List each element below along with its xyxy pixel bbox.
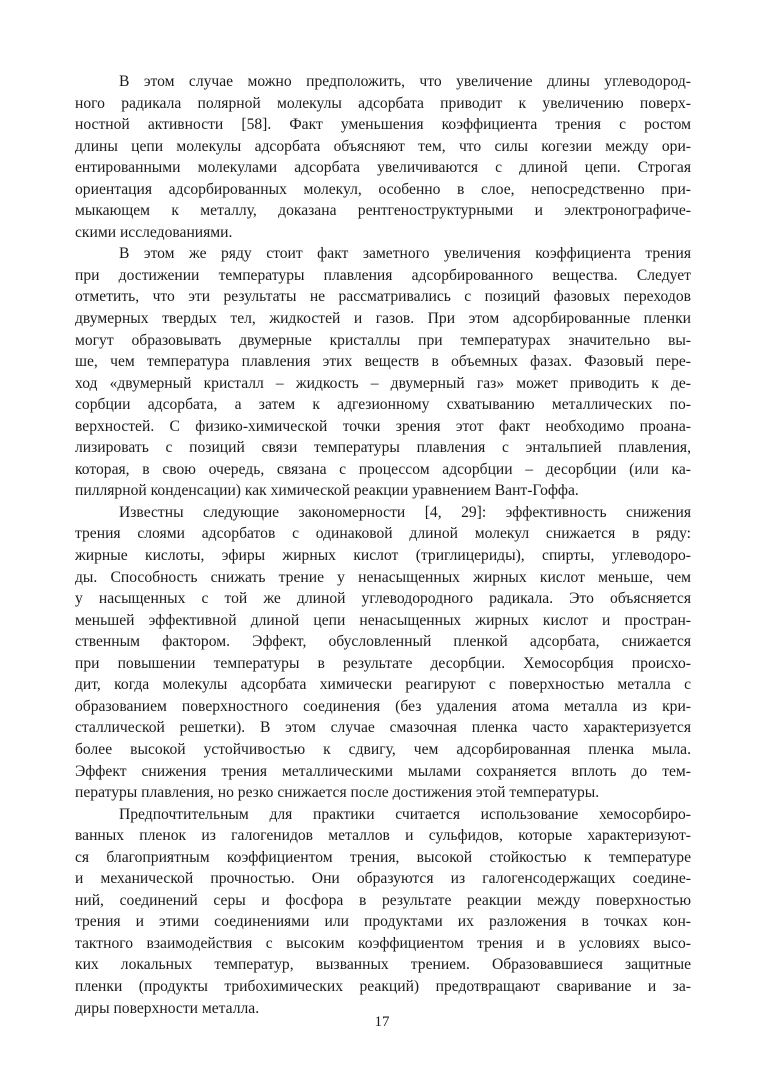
paragraph-2 <box>75 243 691 502</box>
text-line: Эффект снижения трения металлическими мылами сохраняется вплоть до тем- <box>75 762 691 780</box>
page-number: 17 <box>374 1014 390 1030</box>
text-line: пиллярной конденсации) как химической реакции уравнением Вант-Гоффа. <box>75 482 579 500</box>
text-line: ственным фактором. Эффект, обусловленный пленкой адсорбата, снижается <box>75 633 691 651</box>
text-line: отметить, что эти результаты не рассматривались с позиций фазовых переходов <box>75 288 691 306</box>
text-line: диры поверхности металла. <box>75 999 260 1017</box>
text-line: и механической прочностью. Они образуются из галогенсодержащих соедине- <box>75 870 691 888</box>
text-line: В этом случае можно предположить, что увеличение длины углеводород- <box>119 73 691 90</box>
text-line: верхностей. С физико-химической точки зрения этот факт необходимо проана- <box>75 417 691 435</box>
text-line: ностной активности [58]. Факт уменьшения коэффициента трения с ростом <box>75 116 691 134</box>
text-line: сталлической решетки). В этом случае смазочная пленка часто характеризуется <box>75 719 691 737</box>
text-line: трения слоями адсорбатов с одинаковой длиной молекул снижается в ряду: <box>75 525 691 543</box>
paragraph-4 <box>75 804 691 1019</box>
text-line: ний, соединений серы и фосфора в результате реакции между поверхностью <box>75 891 691 909</box>
text-line: скими исследованиями. <box>75 223 233 241</box>
text-line: более высокой устойчивостью к сдвигу, чем адсорбированная пленка мыла. <box>75 740 691 758</box>
text-line: ше, чем температура плавления этих веществ в объемных фазах. Фазовый пере- <box>75 353 691 371</box>
text-line: ентированными молекулами адсорбата увеличиваются с длиной цепи. Строгая <box>75 159 691 177</box>
paragraph-3 <box>75 502 691 804</box>
text-line: которая, в свою очередь, связана с процессом адсорбции – десорбции (или ка- <box>75 460 691 478</box>
text-line: ды. Способность снижать трение у ненасыщенных жирных кислот меньше, чем <box>75 568 691 586</box>
text-line: длины цепи молекулы адсорбата объясняют тем, что силы когезии между ори- <box>75 137 691 155</box>
text-line: ход «двумерный кристалл – жидкость – двумерный газ» может приводить к де- <box>75 374 691 392</box>
text-body <box>75 71 691 1019</box>
text-line: пленки (продукты трибохимических реакций) предотвращают сваривание и за- <box>75 977 691 995</box>
text-line: Известны следующие закономерности [4, 29]: эффективность снижения <box>119 503 691 521</box>
text-line: при повышении температуры в результате десорбции. Хемосорбция происхо- <box>75 654 691 672</box>
text-line: мыкающем к металлу, доказана рентгеноструктурными и электронографиче- <box>75 202 691 220</box>
text-line: ся благоприятным коэффициентом трения, высокой стойкостью к температуре <box>75 848 691 866</box>
text-line: двумерных твердых тел, жидкостей и газов. При этом адсорбированные пленки <box>75 310 691 328</box>
text-line: могут образовывать двумерные кристаллы при температурах значительно вы- <box>75 331 691 349</box>
text-line: дит, когда молекулы адсорбата химически реагируют с поверхностью металла с <box>75 676 691 694</box>
text-line: жирные кислоты, эфиры жирных кислот (триглицериды), спирты, углеводоро- <box>75 547 691 565</box>
text-line: В этом же ряду стоит факт заметного увеличения коэффициента трения <box>119 245 691 263</box>
text-line: сорбции адсорбата, а затем к адгезионному схватыванию металлических по- <box>75 396 691 414</box>
text-line: меньшей эффективной длиной цепи ненасыщенных жирных кислот и простран- <box>75 611 691 629</box>
text-line: ких локальных температур, вызванных трением. Образовавшиеся защитные <box>75 956 691 974</box>
text-line: ориентация адсорбированных молекул, особенно в слое, непосредственно при- <box>75 180 691 198</box>
text-line: при достижении температуры плавления адсорбированного вещества. Следует <box>75 266 691 284</box>
paragraph-1 <box>75 71 691 243</box>
text-line: пературы плавления, но резко снижается после достижения этой температуры. <box>75 784 600 802</box>
text-line: трения и этими соединениями или продуктами их разложения в точках кон- <box>75 913 691 931</box>
text-line: Предпочтительным для практики считается использование хемосорбиро- <box>119 805 691 823</box>
text-line: ванных пленок из галогенидов металлов и сульфидов, которые характеризуют- <box>75 827 691 845</box>
text-line: ного радикала полярной молекулы адсорбата приводит к увеличению поверх- <box>75 94 691 112</box>
text-line: лизировать с позиций связи температуры плавления с энтальпией плавления, <box>75 439 691 457</box>
text-line: тактного взаимодействия с высоким коэффициентом трения и в условиях высо- <box>75 934 691 952</box>
text-line: у насыщенных с той же длиной углеводородного радикала. Это объясняется <box>75 590 691 608</box>
text-line: образованием поверхностного соединения (без удаления атома металла из кри- <box>75 697 691 715</box>
